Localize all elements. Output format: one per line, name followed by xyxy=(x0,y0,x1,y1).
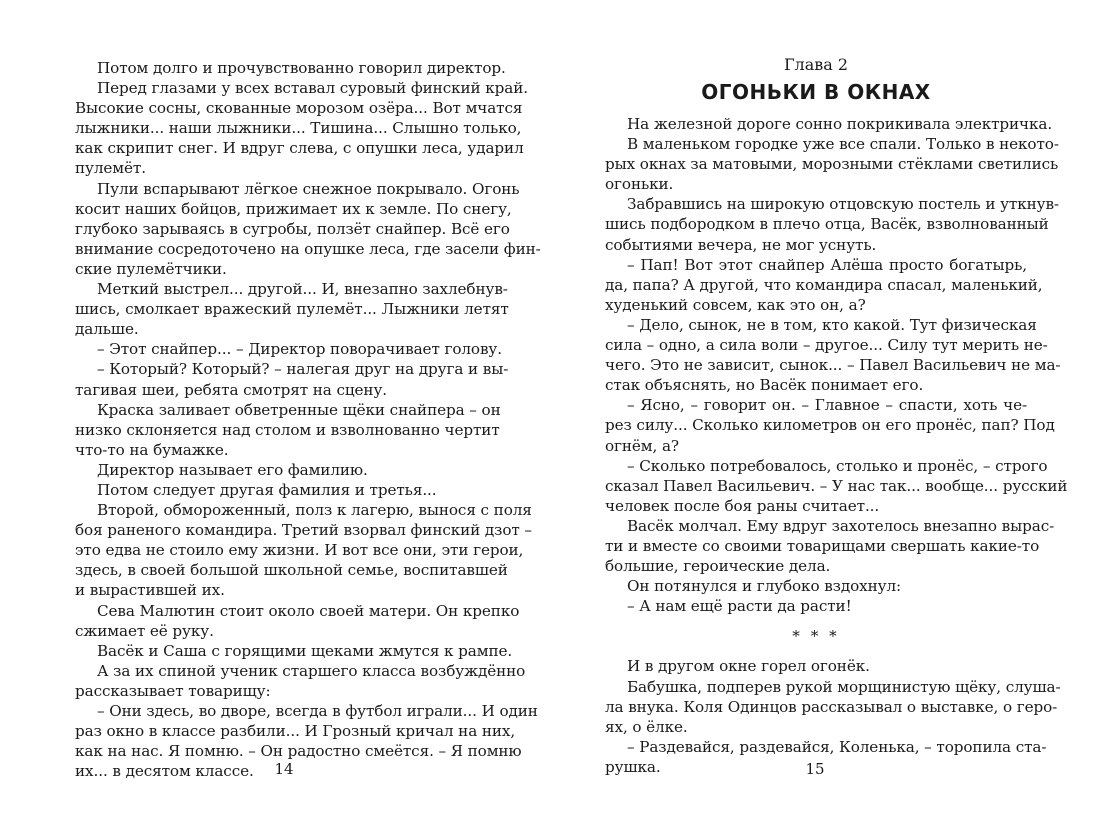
text-line: их... в десятом классе. xyxy=(75,762,254,781)
text-line: большие, героические дела. xyxy=(605,557,831,576)
text-line: На железной дороге сонно покрикивала электричка. xyxy=(627,115,1053,133)
chapter-label: Глава 2 xyxy=(783,55,849,74)
text-line: шись подбородком в плечо отца, Васёк, взволнованный xyxy=(605,215,1049,234)
text-line: Бабушка, подперев рукой морщинистую щёку, слуша- xyxy=(627,677,1061,696)
text-line: как на нас. Я помню. – Он радостно смеётся. – Я помню xyxy=(75,742,522,761)
text-line: как скрипит снег. И вдруг слева, с опушки леса, ударил xyxy=(75,139,524,158)
text-line: Высокие сосны, скованные морозом озёра... Вот мчатся xyxy=(75,99,523,118)
text-line: и вырастившей их. xyxy=(75,581,225,600)
text-line: это едва не стоило ему жизни. И вот все они, эти герои, xyxy=(75,541,524,560)
text-line: боя раненого командира. Третий взорвал финский дзот – xyxy=(75,521,532,540)
text-line: дальше. xyxy=(75,320,139,339)
text-line: рушка. xyxy=(605,757,661,776)
text-line: внимание сосредоточено на опушке леса, где засели фин- xyxy=(75,239,541,258)
text-line: – Пап! Вот этот снайпер Алёша просто богатырь, xyxy=(627,255,1027,274)
text-line: – Дело, сынок, не в том, кто какой. Тут физическая xyxy=(627,315,1037,334)
right-page-section-2 xyxy=(605,656,1061,777)
text-line: ла внука. Коля Одинцов рассказывал о выставке, о геро- xyxy=(605,697,1058,716)
text-line: – А нам ещё расти да расти! xyxy=(627,597,852,616)
text-line: рез силу... Сколько километров он его пронёс, пап? Под xyxy=(605,416,1055,435)
text-line: ские пулемётчики. xyxy=(75,259,227,278)
text-line: сила – одно, а сила воли – другое... Силу тут мерить не- xyxy=(605,336,1048,355)
text-line: – Раздевайся, раздевайся, Коленька, – торопила ста- xyxy=(627,737,1047,756)
section-separator: * * * xyxy=(792,627,840,646)
text-line: раз окно в классе разбили... И Грозный кричал на них, xyxy=(75,722,516,741)
text-line: да, папа? А другой, что командира спасал, маленький, xyxy=(605,275,1043,294)
text-line: Меткий выстрел... другой... И, внезапно захлебнув- xyxy=(97,280,508,299)
left-page-body xyxy=(75,58,541,781)
text-line: Краска заливает обветренные щёки снайпера – он xyxy=(97,400,501,419)
text-line: – Ясно, – говорит он. – Главное – спасти, хоть че- xyxy=(627,396,1027,415)
text-line: – Который? Который? – налегая друг на друга и вы- xyxy=(97,360,509,379)
text-line: что-то на бумажке. xyxy=(75,440,229,459)
text-line: Сева Малютин стоит около своей матери. Он крепко xyxy=(97,601,520,620)
chapter-title: ОГОНЬКИ В ОКНАХ xyxy=(701,80,931,104)
text-line: – Этот снайпер... – Директор поворачивает голову. xyxy=(97,340,502,359)
text-line: здесь, в своей большой школьной семье, воспитавшей xyxy=(75,561,508,580)
right-page-section-1 xyxy=(605,114,1068,616)
text-line: худенький совсем, как это он, а? xyxy=(605,295,866,314)
text-line: косит наших бойцов, прижимает их к земле. По снегу, xyxy=(75,199,512,218)
text-line: шись, смолкает вражеский пулемёт... Лыжники летят xyxy=(75,300,509,319)
text-line: И в другом окне горел огонёк. xyxy=(627,657,870,676)
text-line: огнём, а? xyxy=(605,436,679,455)
right-page-body xyxy=(605,114,1068,777)
text-line: Потом долго и прочувствованно говорил директор. xyxy=(97,59,506,77)
text-line: – Они здесь, во дворе, всегда в футбол играли... И один xyxy=(97,702,538,720)
text-line: Перед глазами у всех вставал суровый финский край. xyxy=(97,79,528,98)
page-number-left: 14 xyxy=(274,760,294,778)
text-line: Забравшись на широкую отцовскую постель и уткнув- xyxy=(627,195,1059,214)
text-line: – Сколько потребовалось, столько и пронёс, – строго xyxy=(627,456,1048,475)
text-line: событиями вечера, не мог уснуть. xyxy=(605,235,877,254)
text-line: стак объяснять, но Васёк понимает его. xyxy=(605,376,924,395)
text-line: пулемёт. xyxy=(75,159,146,178)
text-line: Потом следует другая фамилия и третья... xyxy=(97,480,437,499)
text-line: Директор называет его фамилию. xyxy=(97,460,368,479)
text-line: сжимает её руку. xyxy=(75,621,214,640)
text-line: В маленьком городке уже все спали. Только в некото- xyxy=(627,135,1059,154)
text-line: глубоко зарываясь в сугробы, ползёт снайпер. Всё его xyxy=(75,219,510,238)
text-line: Васёк и Саша с горящими щеками жмутся к рампе. xyxy=(97,641,513,660)
page-number-right: 15 xyxy=(805,760,825,778)
text-line: Пули вспарывают лёгкое снежное покрывало. Огонь xyxy=(97,179,520,198)
text-line: Он потянулся и глубоко вздохнул: xyxy=(627,577,902,596)
text-line: Васёк молчал. Ему вдруг захотелось внезапно вырас- xyxy=(627,516,1055,535)
text-line: А за их спиной ученик старшего класса возбуждённо xyxy=(97,661,526,680)
text-line: ти и вместе со своими товарищами свершать какие-то xyxy=(605,536,1040,555)
text-line: сказал Павел Васильевич. – У нас так... вообще... русский xyxy=(605,476,1068,495)
text-line: огоньки. xyxy=(605,175,674,194)
text-line: лыжники... наши лыжники... Тишина... Слышно только, xyxy=(75,119,522,138)
text-line: низко склоняется над столом и взволнованно чертит xyxy=(75,420,500,439)
text-line: чего. Это не зависит, сынок... – Павел Васильевич не ма- xyxy=(605,356,1061,375)
text-line: Второй, обмороженный, полз к лагерю, вынося с поля xyxy=(97,501,532,520)
text-line: человек после боя раны считает... xyxy=(605,496,880,515)
text-line: рассказывает товарищу: xyxy=(75,681,271,700)
text-line: тагивая шеи, ребята смотрят на сцену. xyxy=(75,380,388,399)
text-line: рых окнах за матовыми, морозными стёклами светились xyxy=(605,155,1059,174)
text-line: ях, о ёлке. xyxy=(605,717,688,736)
